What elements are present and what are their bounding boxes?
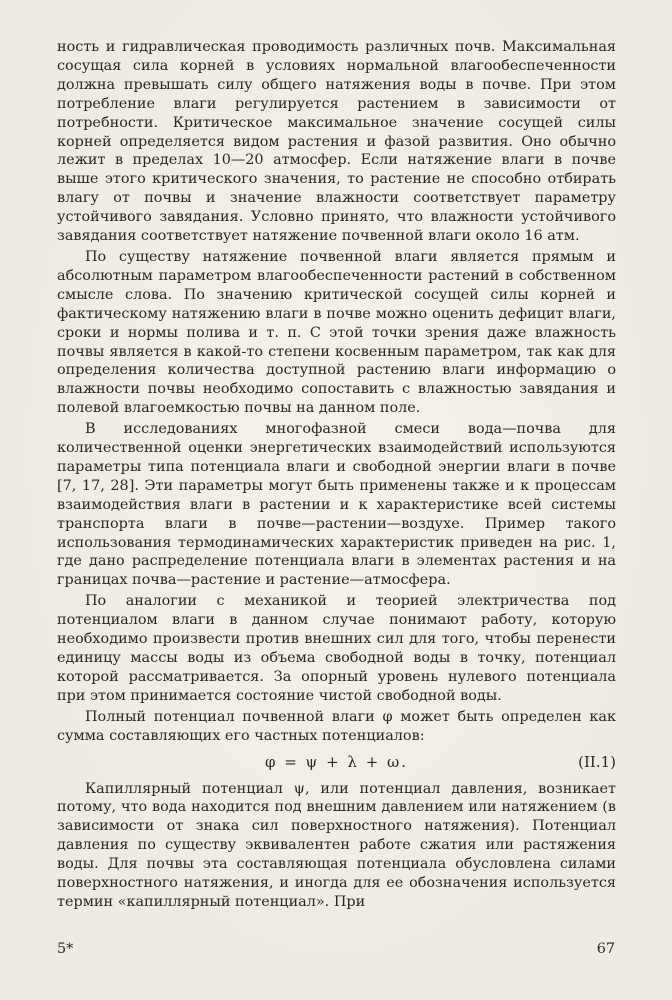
paragraph-6: Капиллярный потенциал ψ, или потенциал давления, возникает потому, что вода находится под внешним давлением или натяжением (в зависимости от знака сил поверхностного натяжения). Потенциал давления по существу эквивалентен работе сжатия или растяжения воды. Для почвы эта составляющая потенциала обусловлена силами поверхностного натяжения, и иногда для ее обозначения используется термин «капиллярный потенциал». При	[57, 780, 616, 910]
paragraph-5: Полный потенциал почвенной влаги φ может быть определен как сумма составляющих его частных потенциалов:	[57, 708, 616, 744]
equation-number: (II.1)	[578, 752, 616, 771]
page-footer	[57, 941, 615, 963]
equation-block	[57, 746, 616, 778]
paragraph-4: По аналогии с механикой и теорией электричества под потенциалом влаги в данном случае понимают работу, которую необходимо произвести против внешних сил для того, чтобы перенести единицу массы воды из объема свободной воды в точку, потенциал которой рассматривается. За опорный уровень нулевого потенциала при этом принимается состояние чистой свободной воды.	[57, 593, 616, 704]
signature-mark: 5*	[57, 941, 74, 957]
paragraph-2: По существу натяжение почвенной влаги является прямым и абсолютным параметром влагообеспеченности растений в собственном смысле слова. По значению критической сосущей силы корней и фактическому натяжению влаги в почве можно оценить дефицит влаги, сроки и нормы полива и т. п. С этой точки зрения даже влажность почвы является в какой-то степени косвенным параметром, так как для определения количества доступной растению влаги информацию о влажности почвы необходимо сопоставить с влажностью завядания и полевой влагоемкостью почвы на данном поле.	[57, 248, 616, 417]
page-number: 67	[596, 941, 615, 957]
paragraph-1: ность и гидравлическая проводимость различных почв. Максимальная сосущая сила корней в условиях нормальной влагообеспеченности должна превышать силу общего натяжения воды в почве. При этом потребление влаги регулируется растением в зависимости от потребности. Критическое максимальное значение сосущей силы корней определяется видом растения и фазой развития. Оно обычно лежит в пределах 10—20 атмосфер. Если натяжение влаги в почве выше этого критического значения, то растение не способно отбирать влагу от почвы и значение влажности соответствует параметру устойчивого завядания. Условно принято, что влажности устойчивого завядания соответствует натяжение почвенной влаги около 16 атм.	[57, 39, 616, 245]
equation-formula: φ = ψ + λ + ω.	[264, 752, 409, 771]
paragraph-3: В исследованиях многофазной смеси вода—почва для количественной оценки энергетических взаимодействий используются параметры типа потенциала влаги и свободной энергии влаги в почве [7, 17, 28]. Эти параметры могут быть применены также и к процессам взаимодействия влаги в растении и к характеристике всей системы транспорта влаги в почве—растении—воздухе. Пример такого использования термодинамических характеристик приведен на рис. 1, где дано распределение потенциала влаги в элементах растения и на границах почва—растение и растение—атмосфера.	[57, 421, 616, 589]
body-text	[57, 38, 616, 912]
